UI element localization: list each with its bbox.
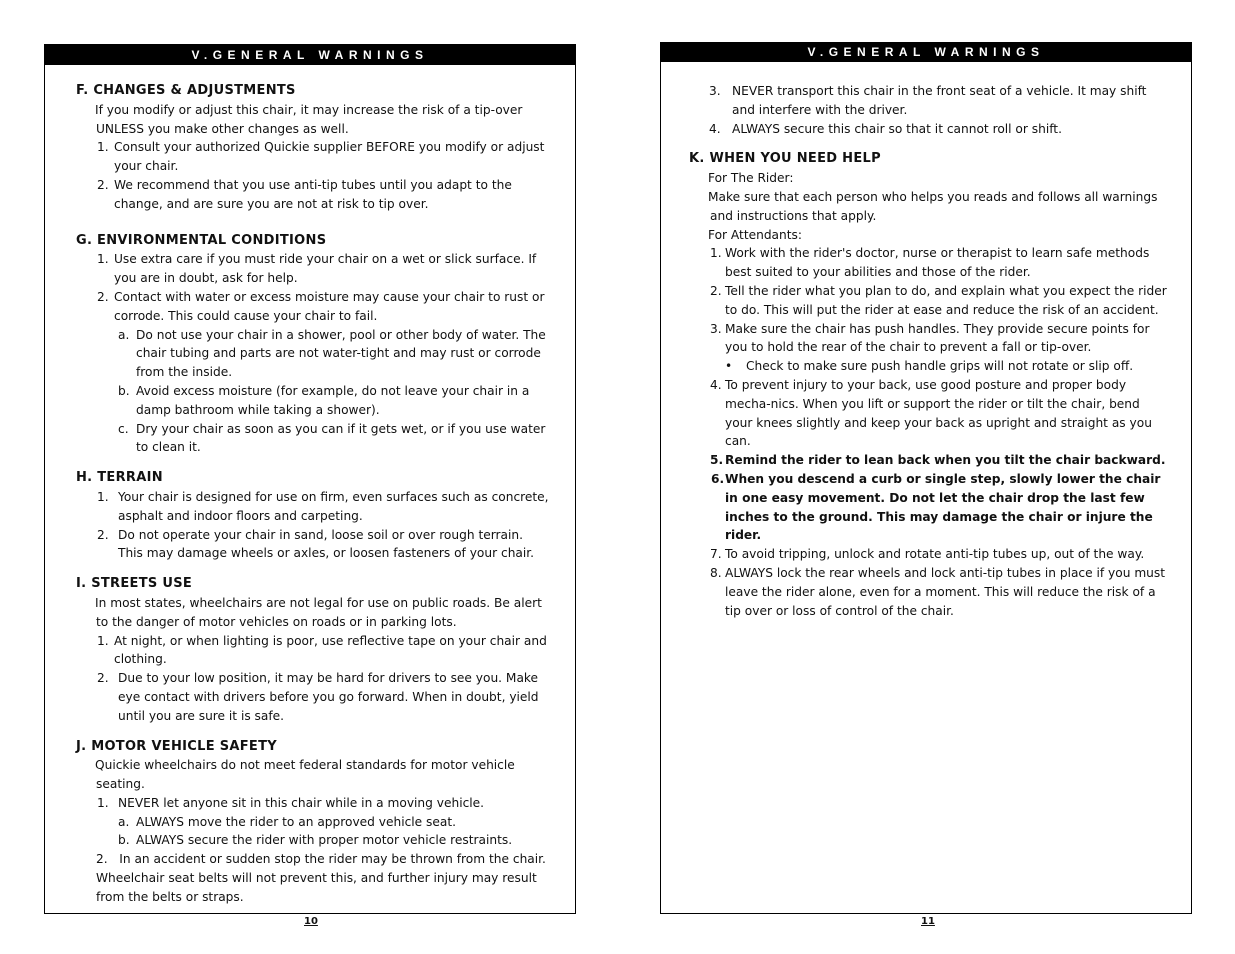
- list-item: 2. In an accident or sudden stop the rider may be thrown from the chair. Wheelchair seat belts will not prevent this, and further injury may result from the belts or straps.: [96, 852, 546, 904]
- list-item-bold: 5. Remind the rider to lean back when you tilt the chair backward.: [710, 453, 1166, 468]
- list-item: 2. Due to your low position, it may be hard for drivers to see you. Make eye contact with drivers before you go forward. When in doubt, yield until you are sure it is safe.: [97, 671, 539, 723]
- list-item: 1. At night, or when lighting is poor, use reflective tape on your chair and clothing.: [97, 633, 547, 667]
- list-item: 1. Consult your authorized Quickie supplier BEFORE you modify or adjust your chair.: [97, 140, 545, 174]
- section-heading-g: G. ENVIRONMENTAL CONDITIONS: [76, 232, 327, 248]
- list-item: 3. NEVER transport this chair in the front seat of a vehicle. It may shift and interfere with the driver.: [709, 84, 1147, 117]
- section-intro: Quickie wheelchairs do not meet federal standards for motor vehicle seating.: [95, 758, 515, 792]
- list-item: 2. Tell the rider what you plan to do, and explain what you expect the rider to do. This will put the rider at ease and reduce the risk of an accident.: [710, 283, 1167, 317]
- page-number: 11: [921, 916, 935, 927]
- sub-list-item: b. ALWAYS secure the rider with proper motor vehicle restraints.: [118, 833, 513, 848]
- page-content: [45, 65, 575, 907]
- list-item: 1. Work with the rider's doctor, nurse or therapist to learn safe methods best suited to your abilities and those of the rider.: [710, 246, 1150, 280]
- list-item: 1. NEVER let anyone sit in this chair while in a moving vehicle.: [97, 795, 485, 810]
- section-heading-f: F. CHANGES & ADJUSTMENTS: [76, 83, 296, 98]
- list-item: 4. To prevent injury to your back, use good posture and proper body mecha-nics. When you lift or support the rider or tilt the chair, bend your knees slightly and keep your back as upright and straight as you can.: [710, 377, 1152, 449]
- section-heading-i: I. STREETS USE: [76, 576, 193, 592]
- sub-list-item: a. Do not use your chair in a shower, pool or other body of water. The chair tubing and parts are not water-tight and may rust or corrode from the inside.: [118, 327, 546, 380]
- section-heading-j: J. MOTOR VEHICLE SAFETY: [76, 738, 277, 754]
- sub-list-item: b. Avoid excess moisture (for example, do not leave your chair in a damp bathroom while taking a shower).: [118, 383, 530, 417]
- list-item: 4. ALWAYS secure this chair so that it cannot roll or shift.: [709, 121, 1062, 136]
- page-header: V.GENERAL WARNINGS: [45, 45, 575, 65]
- page-content: [661, 62, 1191, 620]
- section-heading-k: K. WHEN YOU NEED HELP: [689, 151, 881, 167]
- list-item: 2. We recommend that you use anti-tip tubes until you adapt to the change, and are sure you are not at risk to tip over.: [97, 177, 512, 211]
- sub-heading: For Attendants:: [708, 227, 802, 242]
- section-intro: If you modify or adjust this chair, it may increase the risk of a tip-over UNLESS you make other changes as well.: [95, 102, 523, 136]
- bullet-item: • Check to make sure push handle grips will not rotate or slip off.: [725, 359, 1134, 374]
- list-item: 7. To avoid tripping, unlock and rotate anti-tip tubes up, out of the way.: [710, 547, 1145, 562]
- list-item: 2. Do not operate your chair in sand, loose soil or over rough terrain. This may damage wheels or axles, or loosen fasteners of your chair.: [97, 527, 535, 561]
- paragraph: Make sure that each person who helps you reads and follows all warnings and instructions that apply.: [708, 189, 1158, 223]
- list-item: 1. Your chair is designed for use on firm, even surfaces such as concrete, asphalt and indoor floors and carpeting.: [97, 489, 549, 523]
- list-item: 8. ALWAYS lock the rear wheels and lock anti-tip tubes in place if you must leave the rider alone, even for a moment. This will reduce the risk of a tip over or loss of control of the chair.: [710, 565, 1166, 618]
- list-item: 1. Use extra care if you must ride your chair on a wet or slick surface. If you are in doubt, ask for help.: [97, 252, 537, 286]
- sub-list-item: c. Dry your chair as soon as you can if it gets wet, or if you use water to clean it.: [118, 421, 546, 455]
- right-page: [660, 42, 1192, 914]
- section-heading-h: H. TERRAIN: [76, 470, 163, 486]
- list-item-bold: 6. When you descend a curb or single step, slowly lower the chair in one easy movement. Do not let the chair drop the last few inches to the ground. This may damage the chair or injure the rider.: [711, 471, 1161, 543]
- list-item: 3. Make sure the chair has push handles. They provide secure points for you to hold the rear of the chair to prevent a fall or tip-over.: [710, 321, 1150, 355]
- section-intro: In most states, wheelchairs are not legal for use on public roads. Be alert to the danger of motor vehicles on roads or in parking lots.: [95, 595, 542, 629]
- left-page: [44, 44, 576, 914]
- list-item: 2. Contact with water or excess moisture may cause your chair to rust or corrode. This could cause your chair to fail.: [97, 289, 545, 323]
- page-header: V.GENERAL WARNINGS: [661, 43, 1191, 62]
- sub-heading: For The Rider:: [708, 171, 794, 186]
- page-number: 10: [304, 916, 318, 927]
- sub-list-item: a. ALWAYS move the rider to an approved vehicle seat.: [118, 814, 457, 829]
